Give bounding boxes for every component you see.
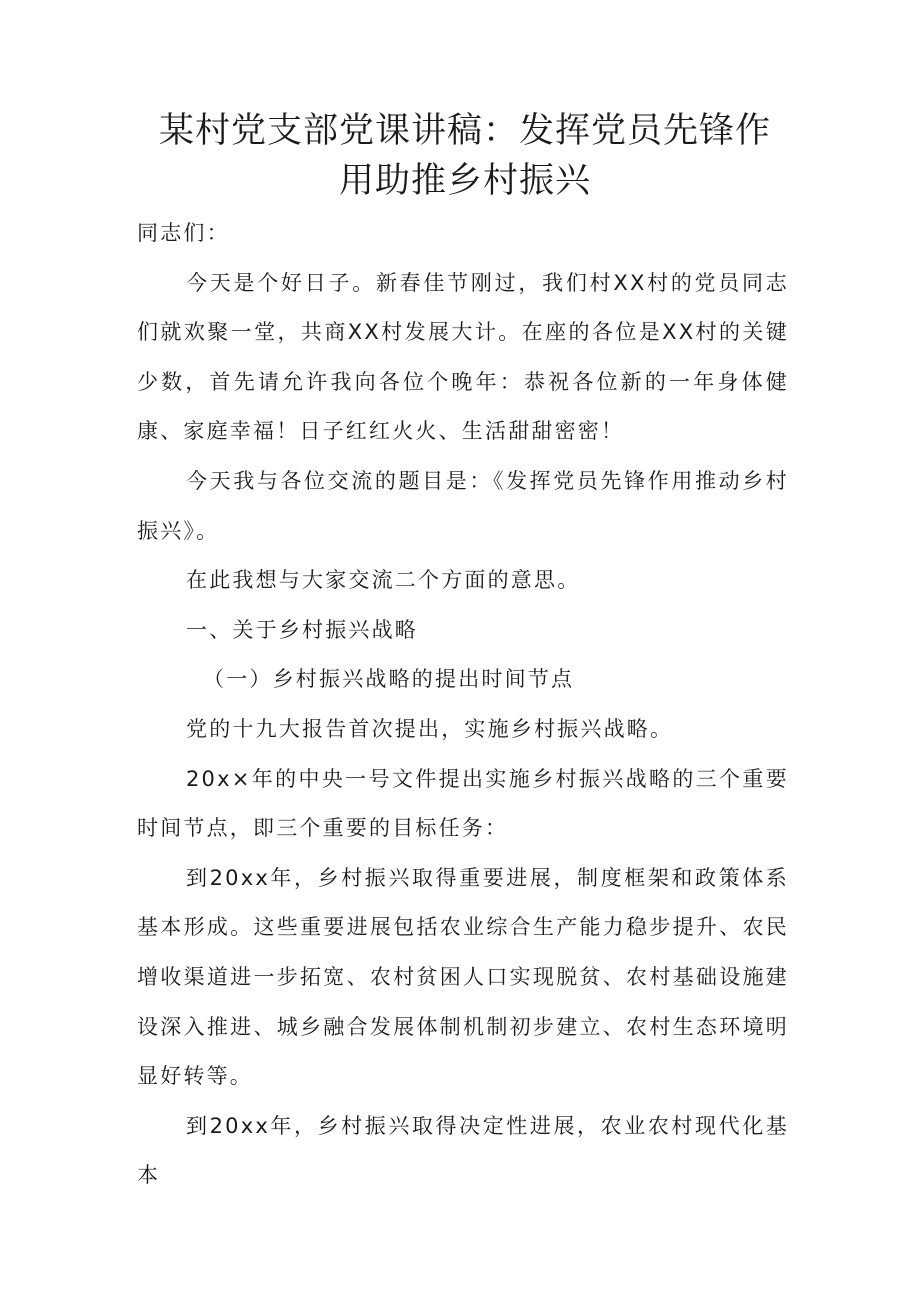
paragraph-report: 党的十九大报告首次提出，实施乡村振兴战略。 bbox=[186, 716, 674, 741]
document-body bbox=[137, 209, 789, 1201]
paragraph-greeting: 今天是个好日子。新春佳节刚过，我们村XX村的党员同志们就欢聚一堂，共商XX村发展大计。在座的各位是XX村的关键少数，首先请允许我向各位个晚年：恭祝各位新的一年身体健康、家庭幸福！日子红红火火、生活甜甜密密！ bbox=[137, 270, 789, 444]
title-line-1: 某村党支部党课讲稿：发挥党员先锋作 bbox=[158, 111, 771, 151]
paragraph-intro: 在此我想与大家交流二个方面的意思。 bbox=[186, 568, 581, 593]
paragraph-milestone-1: 到20xx年，乡村振兴取得重要进展，制度框架和政策体系基本形成。这些重要进展包括农业综合生产能力稳步提升、农民增收渠道进一步拓宽、农村贫困人口实现脱贫、农村基础设施建设深入推进、城乡融合发展体制机制初步建立、农村生态环境明显好转等。 bbox=[137, 865, 789, 1089]
salutation: 同志们： bbox=[137, 221, 230, 245]
document-title bbox=[120, 106, 810, 206]
section-heading-1: 一、关于乡村振兴战略 bbox=[186, 617, 418, 642]
paragraph-topic: 今天我与各位交流的题目是：《发挥党员先锋作用推动乡村振兴》。 bbox=[137, 468, 789, 543]
title-line-2: 用助推乡村振兴 bbox=[338, 161, 591, 201]
paragraph-milestone-2: 到20xx年，乡村振兴取得决定性进展，农业农村现代化基本 bbox=[137, 1113, 789, 1188]
paragraph-document: 20x×年的中央一号文件提出实施乡村振兴战略的三个重要时间节点，即三个重要的目标任务： bbox=[137, 766, 789, 841]
subsection-heading-1: （一）乡村振兴战略的提出时间节点 bbox=[203, 667, 575, 692]
